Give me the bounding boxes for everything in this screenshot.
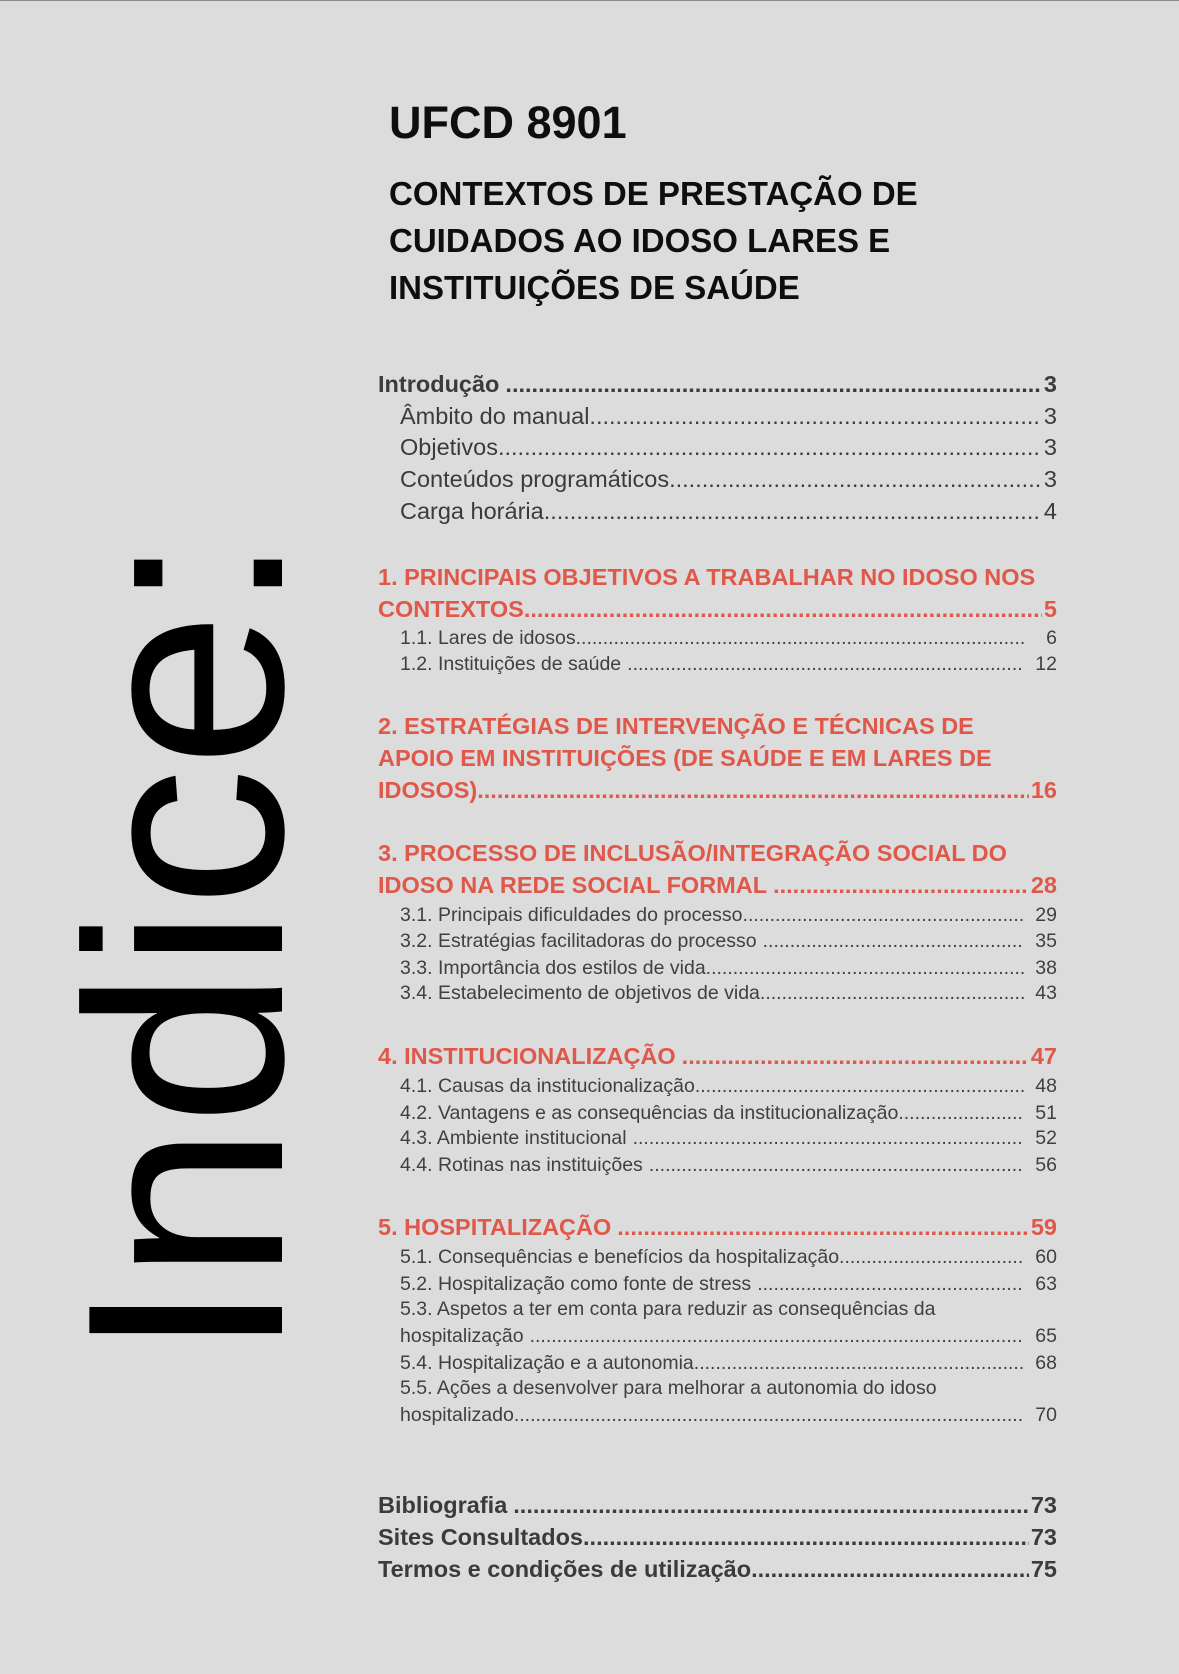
toc-page-number: 12: [1035, 653, 1057, 675]
document-title-line-3: INSTITUIÇÕES DE SAÚDE: [389, 269, 800, 306]
toc-entry-label: 3.1. Principais dificuldades do processo: [400, 904, 743, 926]
document-title-line-1: CONTEXTOS DE PRESTAÇÃO DE: [389, 175, 918, 212]
section-heading-text: 2. ESTRATÉGIAS DE INTERVENÇÃO E TÉCNICAS DE: [378, 713, 974, 739]
toc-page-number: 3: [1043, 434, 1057, 460]
toc-page-number: 65: [1035, 1325, 1057, 1347]
leader-dots: [513, 1489, 1029, 1521]
leader-dots: [757, 1271, 1024, 1297]
toc-entry-termos[interactable]: [378, 1553, 1057, 1585]
toc-entry-label: 4.2. Vantagens e as consequências da institucionalização: [400, 1102, 899, 1124]
toc-entry-5-4[interactable]: [400, 1350, 1057, 1376]
toc-entry-label: 3.4. Estabelecimento de objetivos de vida: [400, 982, 760, 1004]
leader-dots: [695, 1073, 1024, 1099]
section-heading-text: 5. HOSPITALIZAÇÃO: [378, 1214, 612, 1240]
toc-entry-label: 5.2. Hospitalização como fonte de stress: [400, 1273, 752, 1295]
toc-entry-5-3[interactable]: [400, 1323, 1057, 1349]
toc-entry-label: 3.2. Estratégias facilitadoras do processo: [400, 930, 757, 952]
toc-entry-label: Objetivos: [400, 434, 498, 460]
toc-page-number: 28: [1030, 872, 1057, 898]
leader-dots: [589, 400, 1042, 432]
toc-entry-label: Introdução: [378, 371, 500, 397]
toc-entry-label: 4.1. Causas da institucionalização: [400, 1075, 695, 1097]
section-heading-text: IDOSO NA REDE SOCIAL FORMAL: [378, 872, 768, 898]
toc-page-number: 73: [1030, 1492, 1057, 1518]
leader-dots: [839, 1244, 1024, 1270]
toc-entry-3-1[interactable]: [400, 902, 1057, 928]
toc-entry-carga-horaria[interactable]: [400, 495, 1057, 527]
toc-entry-label: 3.3. Importância dos estilos de vida: [400, 957, 706, 979]
leader-dots: [763, 928, 1024, 954]
toc-page-number: 3: [1043, 403, 1057, 429]
toc-page-number: 60: [1035, 1246, 1057, 1268]
toc-entry-label: Conteúdos programáticos: [400, 466, 670, 492]
toc-entry-label: 4.3. Ambiente institucional: [400, 1127, 627, 1149]
toc-entry-label: Sites Consultados: [378, 1524, 584, 1550]
toc-page-number: 16: [1030, 777, 1057, 803]
toc-entry-label: Termos e condições de utilização: [378, 1556, 752, 1582]
top-border: [0, 0, 1179, 1]
toc-page-number: 59: [1030, 1214, 1057, 1240]
toc-entry-bibliografia[interactable]: [378, 1489, 1057, 1521]
section-3-heading-entry[interactable]: [378, 869, 1057, 901]
toc-entry-4-4[interactable]: [400, 1152, 1057, 1178]
leader-dots: [530, 1323, 1024, 1349]
toc-entry-3-3[interactable]: [400, 955, 1057, 981]
toc-page-number: 3: [1043, 371, 1057, 397]
section-5-heading-entry[interactable]: [378, 1211, 1057, 1243]
toc-page-number: 38: [1035, 957, 1057, 979]
toc-entry-conteudos[interactable]: [400, 463, 1057, 495]
leader-dots: [773, 869, 1029, 901]
toc-page-number: 35: [1035, 930, 1057, 952]
toc-page-number: 73: [1030, 1524, 1057, 1550]
toc-page-number: 43: [1035, 982, 1057, 1004]
toc-page-number: 68: [1035, 1352, 1057, 1374]
toc-entry-label: hospitalizado: [400, 1404, 514, 1426]
leader-dots: [627, 651, 1024, 677]
section-1-heading-line[interactable]: [378, 561, 1057, 593]
toc-entry-4-1[interactable]: [400, 1073, 1057, 1099]
toc-entry-1-1[interactable]: [400, 625, 1057, 651]
leader-dots: [682, 1040, 1029, 1072]
section-2-heading-line[interactable]: [378, 710, 1057, 742]
toc-page-number: 70: [1035, 1404, 1057, 1426]
leader-dots: [694, 1350, 1024, 1376]
toc-entry-label: 5.5. Ações a desenvolver para melhorar a autonomia do idoso: [400, 1377, 937, 1399]
toc-entry-1-2[interactable]: [400, 651, 1057, 677]
leader-dots: [898, 1100, 1024, 1126]
toc-page-number: 47: [1030, 1043, 1057, 1069]
toc-entry-5-5[interactable]: [400, 1402, 1057, 1428]
leader-dots: [583, 1521, 1029, 1553]
toc-page-number: 5: [1043, 596, 1057, 622]
toc-entry-5-2[interactable]: [400, 1271, 1057, 1297]
toc-entry-label: 1.2. Instituições de saúde: [400, 653, 622, 675]
course-code: UFCD 8901: [389, 97, 627, 148]
toc-entry-label: 4.4. Rotinas nas instituições: [400, 1154, 643, 1176]
toc-entry-sites-consultados[interactable]: [378, 1521, 1057, 1553]
toc-entry-label: Bibliografia: [378, 1492, 508, 1518]
toc-entry-introducao[interactable]: [378, 368, 1057, 400]
toc-entry-label: 1.1. Lares de idosos: [400, 627, 576, 649]
document-title-line-2: CUIDADOS AO IDOSO LARES E: [389, 222, 891, 259]
toc-entry-label: 5.1. Consequências e benefícios da hospitalização: [400, 1246, 840, 1268]
leader-dots: [649, 1152, 1024, 1178]
toc-entry-4-2[interactable]: [400, 1100, 1057, 1126]
toc-entry-label: 5.4. Hospitalização e a autonomia: [400, 1352, 694, 1374]
section-4-heading-entry[interactable]: [378, 1040, 1057, 1072]
toc-entry-3-4[interactable]: [400, 980, 1057, 1006]
toc-entry-objetivos[interactable]: [400, 431, 1057, 463]
leader-dots: [544, 495, 1042, 527]
toc-page-number: 56: [1035, 1154, 1057, 1176]
toc-entry-label: Carga horária: [400, 498, 544, 524]
toc-page-number: 63: [1035, 1273, 1057, 1295]
leader-dots: [760, 980, 1024, 1006]
toc-entry-5-1[interactable]: [400, 1244, 1057, 1270]
toc-entry-label: 5.3. Aspetos a ter em conta para reduzir as consequências da: [400, 1298, 936, 1320]
section-heading-text: 4. INSTITUCIONALIZAÇÃO: [378, 1043, 676, 1069]
toc-page-number: 52: [1035, 1127, 1057, 1149]
toc-page-number: 48: [1035, 1075, 1057, 1097]
toc-page-number: 75: [1030, 1556, 1057, 1582]
leader-dots: [617, 1211, 1029, 1243]
toc-page-number: 4: [1043, 498, 1057, 524]
section-heading-text: APOIO EM INSTITUIÇÕES (DE SAÚDE E EM LARES DE: [378, 745, 992, 771]
leader-dots: [669, 463, 1042, 495]
toc-entry-label: hospitalização: [400, 1325, 524, 1347]
toc-entry-label: Âmbito do manual: [400, 403, 590, 429]
section-2-heading-line[interactable]: [378, 742, 1057, 774]
leader-dots: [751, 1553, 1029, 1585]
toc-entry-5-5-line[interactable]: [400, 1375, 1057, 1401]
leader-dots: [524, 593, 1042, 625]
toc-page-number: 51: [1035, 1102, 1057, 1124]
leader-dots: [514, 1402, 1024, 1428]
section-heading-text: IDOSOS): [378, 777, 478, 803]
section-2-heading-entry[interactable]: [378, 774, 1057, 806]
section-heading-text: CONTEXTOS: [378, 596, 524, 622]
leader-dots: [706, 955, 1024, 981]
toc-entry-3-2[interactable]: [400, 928, 1057, 954]
toc-entry-4-3[interactable]: [400, 1125, 1057, 1151]
toc-page-number: 29: [1035, 904, 1057, 926]
toc-entry-ambito[interactable]: [400, 400, 1057, 432]
toc-entry-5-3-line[interactable]: [400, 1296, 1057, 1322]
leader-dots: [633, 1125, 1024, 1151]
section-1-heading-entry[interactable]: [378, 593, 1057, 625]
toc-page-number: 6: [1046, 627, 1057, 649]
section-3-heading-line[interactable]: [378, 837, 1057, 869]
toc-page-number: 3: [1043, 466, 1057, 492]
section-heading-text: 1. PRINCIPAIS OBJETIVOS A TRABALHAR NO IDOSO NOS: [378, 564, 1036, 590]
leader-dots: [477, 774, 1029, 806]
leader-dots: [498, 431, 1042, 463]
leader-dots: [576, 625, 1024, 651]
section-heading-text: 3. PROCESSO DE INCLUSÃO/INTEGRAÇÃO SOCIAL DO: [378, 840, 1007, 866]
leader-dots: [505, 368, 1042, 400]
index-side-label: Indice:: [30, 534, 342, 1359]
leader-dots: [743, 902, 1024, 928]
